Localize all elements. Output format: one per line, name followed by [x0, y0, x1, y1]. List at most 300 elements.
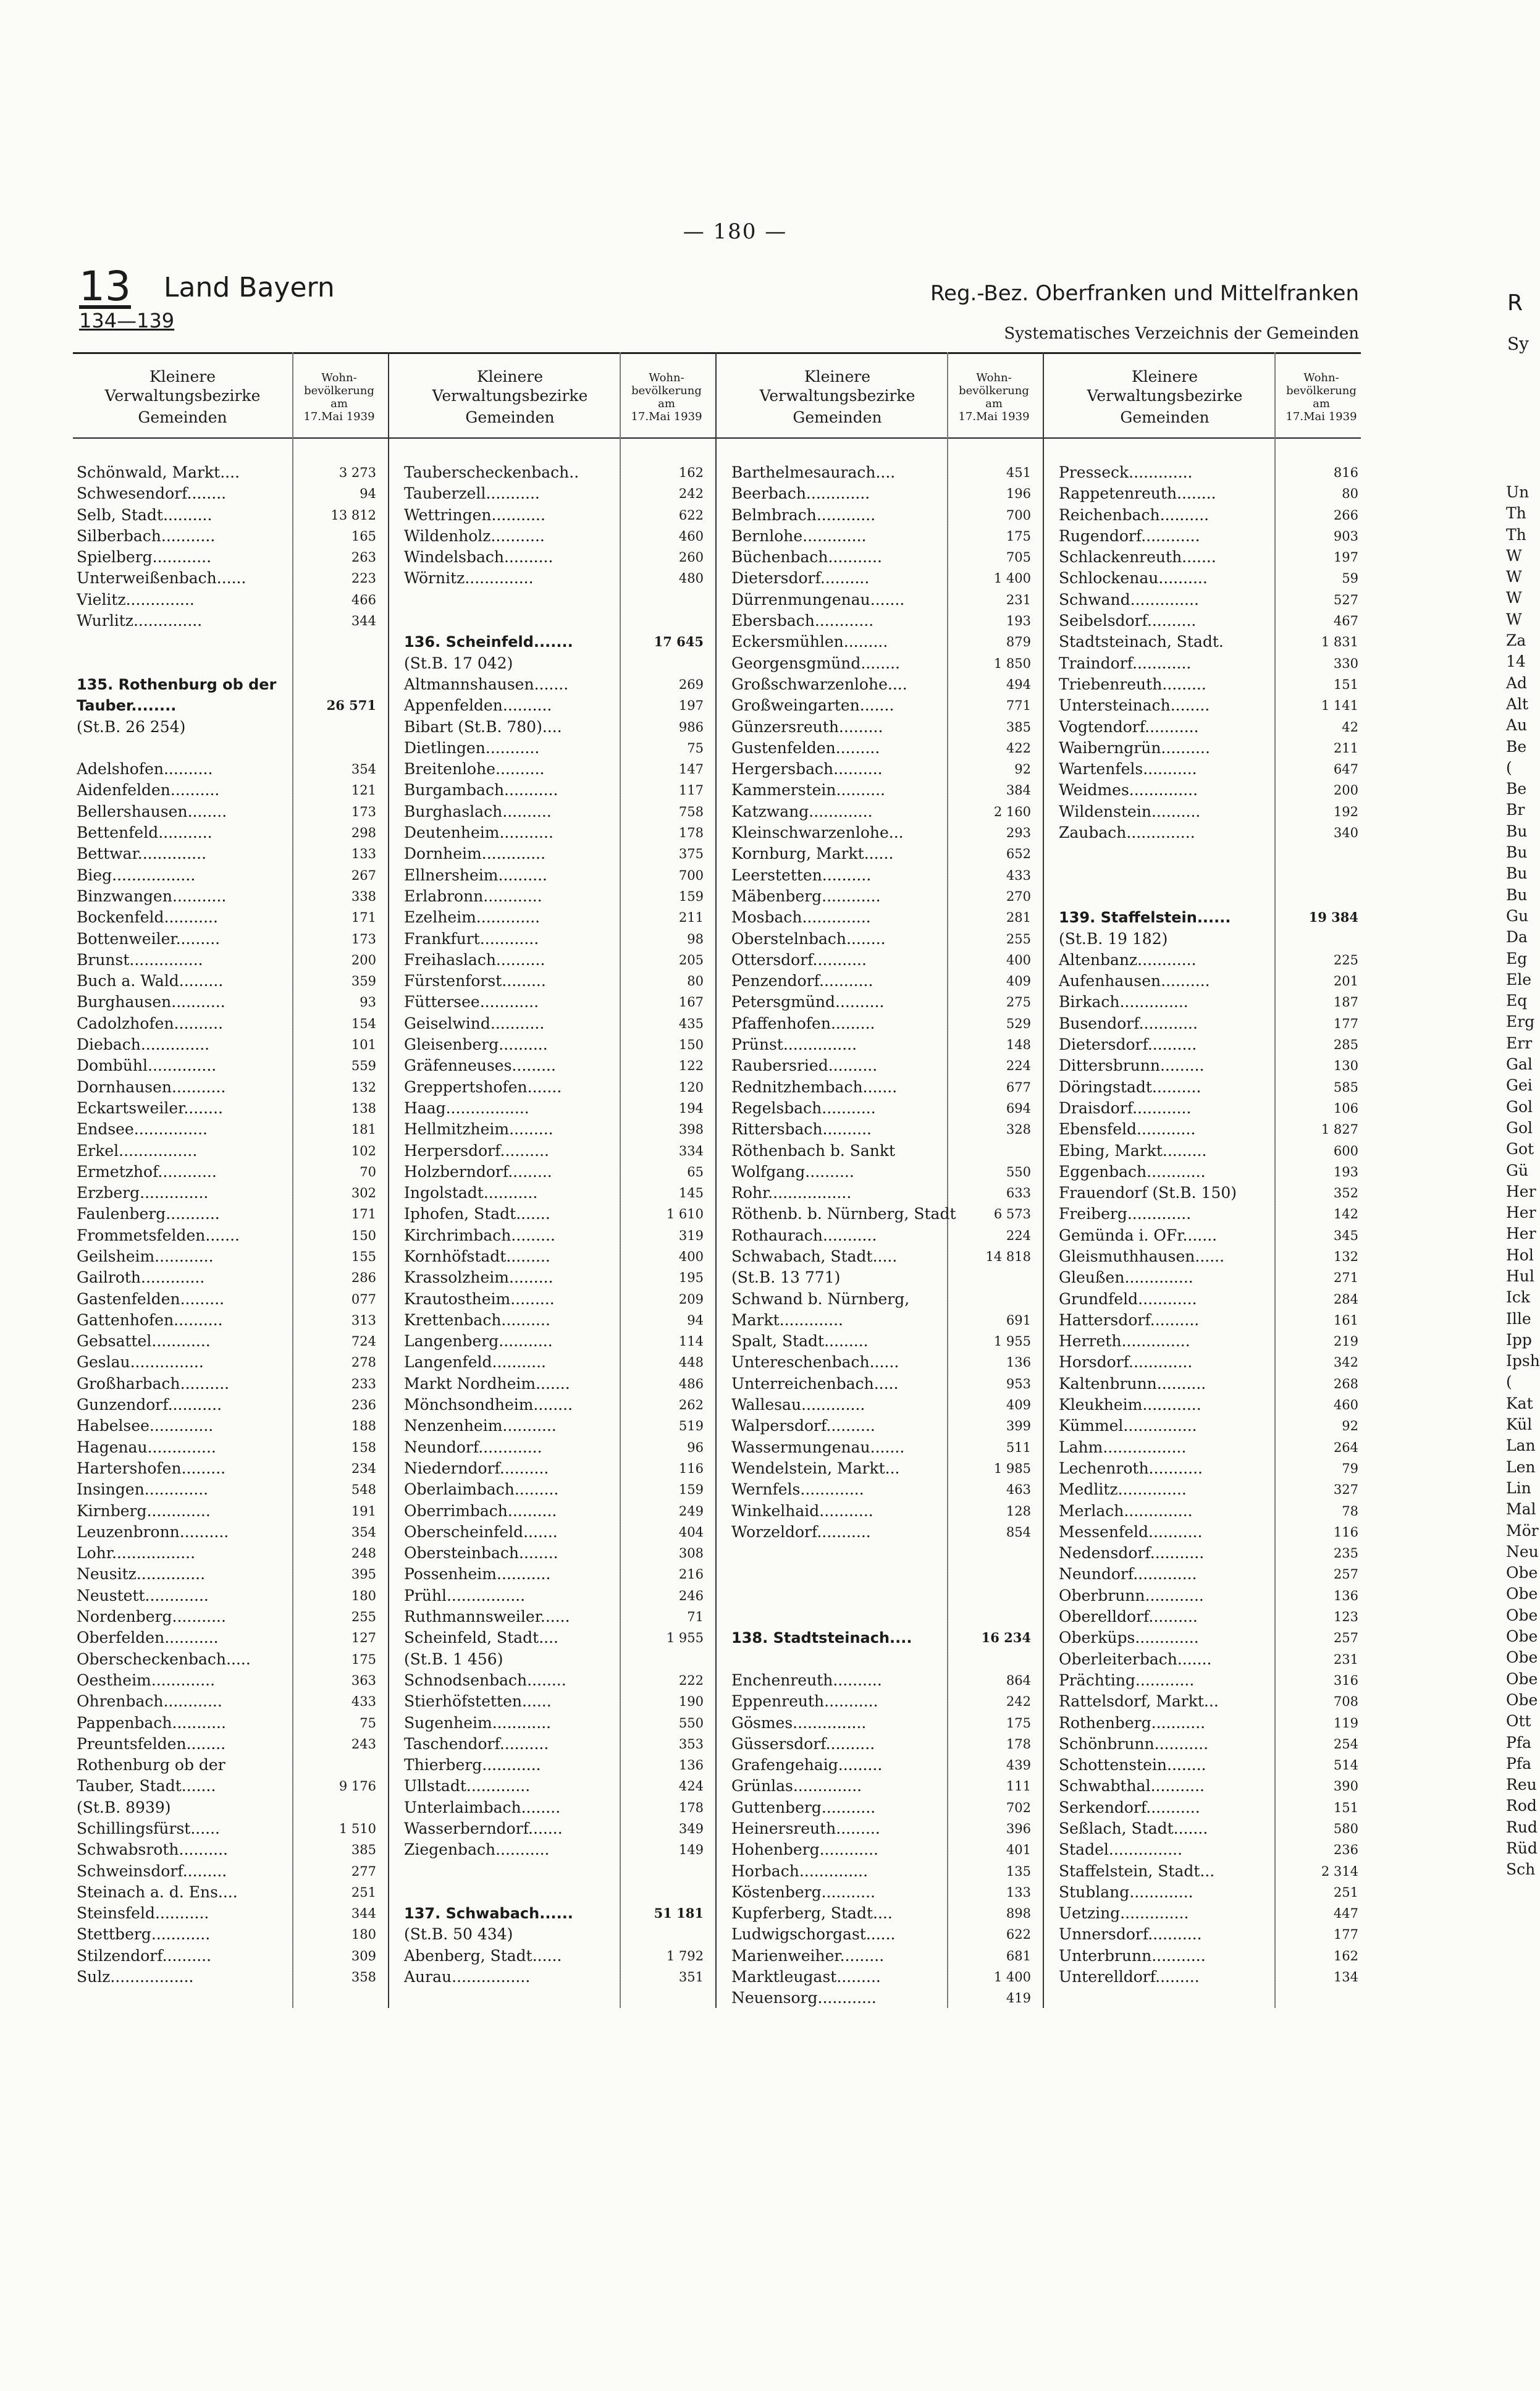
column-header-name-line: Verwaltungsbezirke	[104, 387, 261, 405]
municipality-name: Hergersbach..........	[731, 760, 883, 778]
population-value: 319	[678, 1228, 704, 1243]
municipality-row	[400, 1564, 715, 1585]
municipality-name: (St.B. 19 182)	[1059, 929, 1168, 948]
next-page-list-item: Reu	[1506, 1776, 1537, 1794]
population-value: 135	[1006, 1863, 1031, 1879]
municipality-name: Wallesau.............	[731, 1396, 865, 1414]
population-value: 681	[1006, 1948, 1031, 1963]
population-value: 527	[1333, 592, 1358, 607]
column-header-population-line: am	[985, 397, 1003, 410]
municipality-name: Spalt, Stadt.........	[731, 1332, 869, 1351]
population-value: 116	[1333, 1524, 1358, 1540]
population-value: 188	[351, 1419, 376, 1434]
population-value: 398	[678, 1122, 704, 1137]
municipality-row	[1055, 568, 1370, 589]
municipality-name: Eckersmühlen.........	[731, 633, 888, 651]
next-page-list-item: Gu	[1506, 906, 1529, 925]
municipality-name: Abenberg, Stadt......	[404, 1946, 562, 1965]
municipality-row	[728, 1098, 1043, 1119]
population-value: 236	[1333, 1842, 1358, 1858]
municipality-row	[728, 1458, 1043, 1479]
municipality-name: Neundorf.............	[404, 1438, 542, 1456]
population-value: 14 818	[985, 1249, 1031, 1264]
municipality-row	[1055, 1818, 1370, 1839]
municipality-name: Schwabsroth..........	[77, 1841, 228, 1859]
column-header-name-line: Gemeinden	[793, 408, 882, 426]
population-value: 101	[351, 1037, 376, 1053]
municipality-name: Marienweiher.........	[731, 1946, 885, 1965]
municipality-row	[400, 1861, 715, 1882]
municipality-name: Schwand b. Nürnberg,	[731, 1289, 910, 1308]
population-value: 271	[1333, 1270, 1358, 1286]
next-page-list-item: (	[1506, 1373, 1512, 1391]
population-value: 460	[1333, 1398, 1358, 1413]
municipality-name: Spielberg............	[77, 548, 212, 567]
next-page-list-item: Lan	[1506, 1436, 1536, 1455]
population-value: 285	[1333, 1037, 1358, 1053]
population-value: 399	[1006, 1419, 1031, 1434]
population-value: 702	[1006, 1800, 1031, 1815]
municipality-name: Winkelhaid...........	[731, 1501, 873, 1520]
population-value: 219	[1333, 1334, 1358, 1349]
district-row	[73, 674, 388, 695]
population-value: 231	[1006, 592, 1031, 607]
municipality-row	[400, 1055, 715, 1076]
population-value: 222	[678, 1672, 704, 1688]
municipality-row	[1055, 674, 1370, 695]
population-value: 122	[678, 1058, 704, 1074]
municipality-row	[400, 1352, 715, 1373]
municipality-row	[73, 462, 388, 483]
municipality-name: Oberelldorf..........	[1059, 1608, 1198, 1626]
population-value: 133	[351, 846, 376, 862]
municipality-name: Stettberg............	[77, 1925, 211, 1944]
population-value: 409	[1006, 974, 1031, 989]
municipality-row	[73, 547, 388, 568]
population-value: 284	[1333, 1291, 1358, 1307]
population-value: 1 827	[1321, 1122, 1358, 1137]
municipality-name: Stadtsteinach, Stadt.	[1059, 633, 1224, 651]
next-page-list-item: W	[1506, 610, 1522, 628]
municipality-name: Oberscheinfeld.......	[404, 1522, 558, 1541]
population-value: 142	[1333, 1207, 1358, 1222]
municipality-name: Gleußen..............	[1059, 1268, 1193, 1287]
next-page-list-item: Pfa	[1506, 1754, 1531, 1773]
municipality-name: Raubersried..........	[731, 1056, 878, 1075]
municipality-row	[400, 1013, 715, 1034]
municipality-name: Leuzenbronn..........	[77, 1522, 229, 1541]
municipality-name: Brunst...............	[77, 950, 203, 969]
municipality-name: Döringstadt..........	[1059, 1077, 1201, 1096]
population-value: 494	[1006, 677, 1031, 692]
municipality-name: 138. Stadtsteinach....	[731, 1629, 912, 1647]
next-page-heading-fragment: R	[1507, 290, 1523, 316]
municipality-row	[1055, 865, 1370, 886]
population-value: 898	[1006, 1906, 1031, 1921]
column-header-population-line: 17.Mai 1939	[631, 410, 702, 423]
next-page-list-item: Obe	[1506, 1606, 1538, 1624]
population-value: 233	[351, 1376, 376, 1391]
municipality-name: Gebsattel............	[77, 1332, 211, 1351]
population-value: 255	[1006, 931, 1031, 947]
population-value: 242	[1006, 1694, 1031, 1710]
municipality-row	[1055, 780, 1370, 801]
municipality-name: Guttenberg...........	[731, 1798, 876, 1816]
column-header-population-line: am	[658, 397, 675, 410]
population-value: 359	[351, 974, 376, 989]
next-page-list-item: Da	[1506, 928, 1528, 947]
municipality-name: Schnodsenbach........	[404, 1671, 566, 1689]
municipality-row	[1055, 1691, 1370, 1712]
population-value: 864	[1006, 1672, 1031, 1688]
column-header-population-line: 17.Mai 1939	[303, 410, 375, 423]
municipality-row	[400, 1818, 715, 1839]
next-page-list-item: W	[1506, 589, 1522, 607]
municipality-row	[728, 1034, 1043, 1055]
population-value: 257	[1333, 1630, 1358, 1646]
municipality-row	[400, 992, 715, 1013]
municipality-row	[73, 717, 388, 738]
municipality-name: Seßlach, Stadt.......	[1059, 1820, 1208, 1837]
municipality-name: Waiberngrün..........	[1059, 738, 1210, 757]
municipality-row	[1055, 1289, 1370, 1310]
population-value: 1 400	[993, 571, 1031, 586]
municipality-name: Großharbach..........	[77, 1374, 230, 1393]
next-page-list-item: Eg	[1506, 949, 1528, 968]
municipality-list	[73, 462, 388, 1988]
municipality-name: Ebing, Markt.........	[1059, 1141, 1207, 1160]
municipality-row	[728, 1501, 1043, 1522]
municipality-row	[728, 1839, 1043, 1860]
population-value: 51 181	[654, 1905, 704, 1921]
municipality-row	[1055, 1755, 1370, 1776]
population-value: 268	[1333, 1376, 1358, 1391]
municipality-row	[400, 674, 715, 695]
population-value: 281	[1006, 910, 1031, 926]
population-value: 249	[678, 1503, 704, 1519]
municipality-name: Gleismuthhausen......	[1059, 1247, 1225, 1265]
population-value: 80	[1342, 486, 1358, 502]
municipality-name: Dornheim.............	[404, 845, 546, 863]
municipality-row	[1055, 1077, 1370, 1098]
population-value: 548	[351, 1482, 376, 1498]
population-value: 147	[678, 762, 704, 777]
municipality-name: Röthenb. b. Nürnberg, Stadt	[731, 1205, 956, 1223]
municipality-row	[1055, 1946, 1370, 1967]
municipality-row	[73, 1373, 388, 1394]
municipality-name: Unterelldorf.........	[1059, 1968, 1200, 1986]
municipality-row	[400, 1119, 715, 1140]
municipality-name: Vielitz..............	[77, 590, 195, 609]
population-value: 13 812	[330, 507, 376, 523]
municipality-name: Hohenberg............	[731, 1841, 878, 1859]
municipality-name: Rothenburg ob der	[77, 1756, 225, 1774]
municipality-row	[400, 1797, 715, 1818]
municipality-name: Kaltenbrunn..........	[1059, 1374, 1206, 1393]
municipality-row	[400, 1162, 715, 1183]
municipality-name: (St.B. 13 771)	[731, 1268, 841, 1287]
municipality-row	[1055, 631, 1370, 652]
municipality-name: Niederndorf..........	[404, 1459, 549, 1477]
municipality-name: Katzwang.............	[731, 802, 873, 820]
municipality-row	[400, 1141, 715, 1162]
municipality-row	[728, 992, 1043, 1013]
population-value: 344	[351, 1906, 376, 1921]
municipality-row	[728, 1691, 1043, 1712]
population-value: 93	[360, 995, 376, 1010]
municipality-row	[728, 865, 1043, 886]
municipality-name: Presseck.............	[1059, 463, 1193, 481]
municipality-row	[1055, 1162, 1370, 1183]
population-value: 257	[1333, 1567, 1358, 1582]
population-value: 404	[678, 1524, 704, 1540]
population-value: 439	[1006, 1758, 1031, 1773]
next-page-list-item: Gol	[1506, 1097, 1533, 1116]
municipality-name: Frommetsfelden.......	[77, 1226, 240, 1244]
population-value: 111	[1006, 1779, 1031, 1794]
municipality-name: Gemünda i. OFr.......	[1059, 1226, 1218, 1244]
population-value: 338	[351, 888, 376, 904]
municipality-row	[73, 653, 388, 674]
municipality-row	[73, 1331, 388, 1352]
municipality-row	[728, 589, 1043, 610]
municipality-name: Ziegenbach...........	[404, 1841, 550, 1859]
municipality-name: Aurau................	[404, 1968, 531, 1986]
population-value: 328	[1006, 1122, 1031, 1137]
municipality-name: Schlackenreuth.......	[1059, 548, 1216, 567]
population-value: 26 571	[326, 698, 376, 714]
municipality-name: Grundfeld............	[1059, 1289, 1197, 1308]
municipality-row	[1055, 1225, 1370, 1246]
municipality-name: Dietlingen...........	[404, 738, 540, 757]
municipality-row	[728, 505, 1043, 526]
municipality-name: Pappenbach...........	[77, 1713, 226, 1732]
population-value: 209	[678, 1291, 704, 1307]
municipality-name: Neustett.............	[77, 1586, 209, 1605]
municipality-name: Ebersbach............	[731, 612, 874, 630]
municipality-row	[1055, 1670, 1370, 1691]
municipality-name: Eckartsweiler........	[77, 1099, 223, 1117]
municipality-name: Deutenheim...........	[404, 824, 553, 842]
municipality-row	[728, 1713, 1043, 1734]
municipality-row	[728, 1797, 1043, 1818]
municipality-table	[73, 352, 1361, 2391]
population-value: 409	[1006, 1398, 1031, 1413]
population-value: 145	[678, 1186, 704, 1201]
population-value: 400	[678, 1249, 704, 1264]
municipality-name: Frankfurt............	[404, 929, 539, 948]
municipality-row	[728, 526, 1043, 547]
next-page-list-item: Her	[1506, 1204, 1536, 1222]
municipality-row	[400, 526, 715, 547]
municipality-name: Staffelstein, Stadt...	[1059, 1862, 1215, 1880]
municipality-row	[400, 1543, 715, 1564]
population-value: 302	[351, 1186, 376, 1201]
population-value: 190	[678, 1694, 704, 1710]
municipality-name: Rohr.................	[731, 1184, 852, 1202]
municipality-name: Sulz.................	[77, 1968, 194, 1986]
municipality-name: Oberstelnbach........	[731, 929, 886, 948]
population-value: 234	[351, 1461, 376, 1476]
municipality-name: Wernfels.............	[731, 1480, 864, 1499]
population-value: 211	[678, 910, 704, 926]
municipality-row	[728, 801, 1043, 822]
population-value: 986	[678, 719, 704, 735]
municipality-name: Scheinfeld, Stadt....	[404, 1629, 558, 1647]
municipality-name: Dornhausen...........	[77, 1077, 226, 1096]
population-value: 187	[1333, 995, 1358, 1010]
municipality-row	[400, 1924, 715, 1945]
municipality-row	[73, 568, 388, 589]
municipality-name: Heinersreuth.........	[731, 1820, 880, 1837]
municipality-name: Uetzing..............	[1059, 1904, 1189, 1923]
municipality-row	[400, 1627, 715, 1648]
population-value: 278	[351, 1355, 376, 1370]
municipality-row	[400, 865, 715, 886]
municipality-row	[400, 1183, 715, 1204]
municipality-row	[73, 1522, 388, 1543]
municipality-row	[728, 1352, 1043, 1373]
municipality-row	[73, 1861, 388, 1882]
municipality-row	[73, 1183, 388, 1204]
municipality-name: Herpersdorf..........	[404, 1141, 549, 1160]
population-value: 1 831	[1321, 635, 1358, 650]
directory-subtitle: Systematisches Verzeichnis der Gemeinden	[1004, 324, 1359, 343]
municipality-row	[1055, 929, 1370, 950]
population-value: 132	[1333, 1249, 1358, 1264]
population-value: 94	[687, 1312, 704, 1328]
population-value: 375	[678, 846, 704, 862]
municipality-row	[400, 950, 715, 971]
municipality-row	[400, 886, 715, 907]
population-value: 173	[351, 804, 376, 819]
population-value: 102	[351, 1143, 376, 1158]
municipality-name: Bieg.................	[77, 866, 196, 884]
municipality-name: Dietersdorf..........	[1059, 1035, 1197, 1054]
municipality-name: Ezelheim.............	[404, 908, 541, 927]
municipality-name: Wolfgang..........	[731, 1162, 854, 1181]
municipality-name: Dürrenmungenau.......	[731, 590, 905, 609]
population-value: 2 160	[993, 804, 1031, 819]
population-value: 197	[678, 698, 704, 714]
municipality-row	[400, 1946, 715, 1967]
next-page-list-item: (	[1506, 758, 1512, 777]
municipality-name: Wildenstein..........	[1059, 802, 1201, 820]
municipality-row	[400, 971, 715, 992]
municipality-row	[1055, 1119, 1370, 1140]
municipality-name: Penzendorf...........	[731, 972, 873, 990]
population-value: 175	[351, 1651, 376, 1667]
municipality-row	[1055, 1924, 1370, 1945]
municipality-row	[73, 1119, 388, 1140]
municipality-row	[400, 1882, 715, 1903]
next-page-list-item: Erg	[1506, 1013, 1535, 1031]
municipality-row	[728, 1543, 1043, 1564]
population-value: 705	[1006, 550, 1031, 565]
population-value: 9 176	[339, 1779, 376, 1794]
municipality-name: Geslau...............	[77, 1353, 204, 1372]
municipality-name: Gattenhofen..........	[77, 1310, 223, 1329]
municipality-row	[728, 1055, 1043, 1076]
municipality-name: Insingen.............	[77, 1480, 209, 1499]
municipality-row	[400, 1394, 715, 1415]
municipality-row	[728, 610, 1043, 631]
next-page-list-item: Bu	[1506, 864, 1528, 883]
population-value: 149	[678, 1842, 704, 1858]
population-value: 75	[687, 740, 704, 756]
next-page-list-item: Bu	[1506, 843, 1528, 862]
population-value: 59	[1342, 571, 1358, 586]
municipality-row	[1055, 1246, 1370, 1267]
population-value: 133	[1006, 1884, 1031, 1900]
municipality-name: Unterlaimbach........	[404, 1798, 561, 1816]
column-header-population-line: Wohn-	[321, 371, 357, 384]
municipality-name: Kammerstein..........	[731, 781, 885, 799]
next-page-list-item: Gal	[1506, 1055, 1533, 1074]
municipality-row	[73, 1310, 388, 1331]
population-value: 700	[1006, 507, 1031, 523]
municipality-name: Beerbach.............	[731, 484, 870, 503]
municipality-row	[73, 1734, 388, 1755]
municipality-name: Kupferberg, Stadt....	[731, 1904, 893, 1923]
population-value: 114	[678, 1334, 704, 1349]
next-page-list-item: Be	[1506, 737, 1527, 756]
column-header-population-line: 17.Mai 1939	[958, 410, 1030, 423]
population-value: 771	[1006, 698, 1031, 714]
municipality-row	[73, 1501, 388, 1522]
population-value: 236	[351, 1398, 376, 1413]
municipality-row	[73, 759, 388, 780]
next-page-list-item: Ipp	[1506, 1330, 1532, 1349]
population-value: 448	[678, 1355, 704, 1370]
municipality-name: Neuensorg............	[731, 1989, 877, 2007]
municipality-name: Bettwar..............	[77, 845, 207, 863]
municipality-row	[1055, 1034, 1370, 1055]
population-value: 269	[678, 677, 704, 692]
municipality-name: Prächting............	[1059, 1671, 1195, 1689]
municipality-row	[1055, 1267, 1370, 1288]
column-header-population-line: am	[330, 397, 348, 410]
municipality-name: Burgambach...........	[404, 781, 558, 799]
column-header-population	[623, 358, 710, 436]
municipality-row	[728, 1225, 1043, 1246]
population-value: 128	[1006, 1503, 1031, 1519]
column-header-name-line: Verwaltungsbezirke	[759, 387, 915, 405]
municipality-row	[1055, 1713, 1370, 1734]
municipality-name: Ludwigschorgast......	[731, 1925, 896, 1944]
population-value: 200	[1333, 783, 1358, 798]
population-value: 419	[1006, 1991, 1031, 2006]
population-value: 708	[1333, 1694, 1358, 1710]
municipality-name: Wörnitz..............	[404, 569, 534, 588]
municipality-row	[73, 1246, 388, 1267]
municipality-row	[400, 1670, 715, 1691]
population-value: 264	[1333, 1440, 1358, 1455]
municipality-row	[73, 526, 388, 547]
municipality-name: Oestheim.............	[77, 1671, 216, 1689]
municipality-row	[400, 822, 715, 843]
next-page-list-item: Obe	[1506, 1627, 1538, 1646]
population-value: 178	[678, 1800, 704, 1815]
population-value: 550	[678, 1715, 704, 1731]
municipality-name: Unterweißenbach......	[77, 569, 246, 588]
municipality-row	[728, 1882, 1043, 1903]
municipality-name: Rittersbach..........	[731, 1120, 872, 1139]
municipality-row	[400, 547, 715, 568]
population-value: 161	[1333, 1312, 1358, 1328]
municipality-row	[73, 1967, 388, 1988]
next-page-list-fragment	[1506, 482, 1540, 1881]
